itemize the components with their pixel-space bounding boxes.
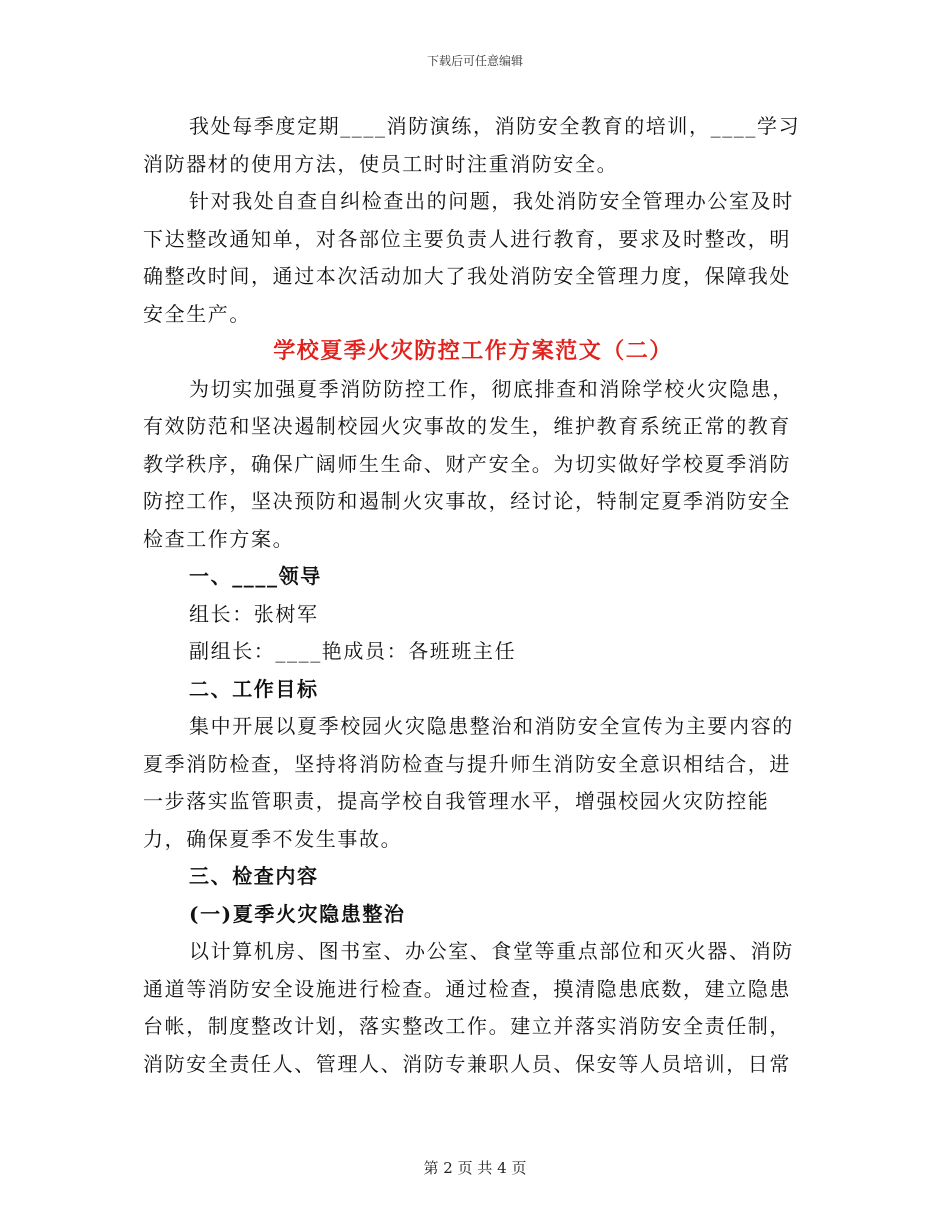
goal-paragraph: 集中开展以夏季校园火灾隐患整治和消防安全宣传为主要内容的夏季消防检查，坚持将消防检查与提升师生消防安全意识相结合，进一步落实监管职责，提高学校自我管理水平，增强校园火灾防控能力，确保夏季不发生事故。: [143, 714, 794, 851]
inspection-paragraph: 以计算机房、图书室、办公室、食堂等重点部位和灭火器、消防通道等消防安全设施进行检查。通过检查，摸清隐患底数，建立隐患台帐，制度整改计划，落实整改工作。建立并落实消防安全责任制，消防安全责任人、管理人、消防专兼职人员、保安等人员培训，日常: [143, 939, 794, 1076]
deputy-line: 副组长：____艳成员：各班班主任: [189, 639, 517, 663]
sub-heading: (一)夏季火灾隐患整治: [189, 901, 406, 926]
paragraph: 针对我处自查自纠检查出的问题，我处消防安全管理办公室及时下达整改通知单，对各部位主要负责人进行教育，要求及时整改，明确整改时间，通过本次活动加大了我处消防安全管理力度，保障我处安全生产。: [143, 189, 794, 326]
intro-paragraph: 为切实加强夏季消防防控工作，彻底排查和消除学校火灾隐患，有效防范和坚决遏制校园火灾事故的发生，维护教育系统正常的教育教学秩序，确保广阔师生生命、财产安全。为切实做好学校夏季消防防控工作，坚决预防和遏制火灾事故，经讨论，特制定夏季消防安全检查工作方案。: [143, 376, 794, 551]
page-header: 下载后可任意编辑: [426, 54, 523, 68]
paragraph: 我处每季度定期____消防演练，消防安全教育的培训，____学习消防器材的使用方法，使员工时时注重消防安全。: [143, 114, 801, 176]
section-title: 学校夏季火灾防控工作方案范文（二）: [273, 338, 673, 364]
section-heading-2: 二、工作目标: [189, 676, 319, 701]
page-number: 第 2 页 共 4 页: [423, 1159, 527, 1177]
document-body: [143, 108, 803, 1083]
leader-line: 组长：张树军: [189, 601, 319, 626]
section-heading-3: 三、检查内容: [189, 864, 319, 888]
section-heading-1: 一、____领导: [189, 564, 322, 588]
